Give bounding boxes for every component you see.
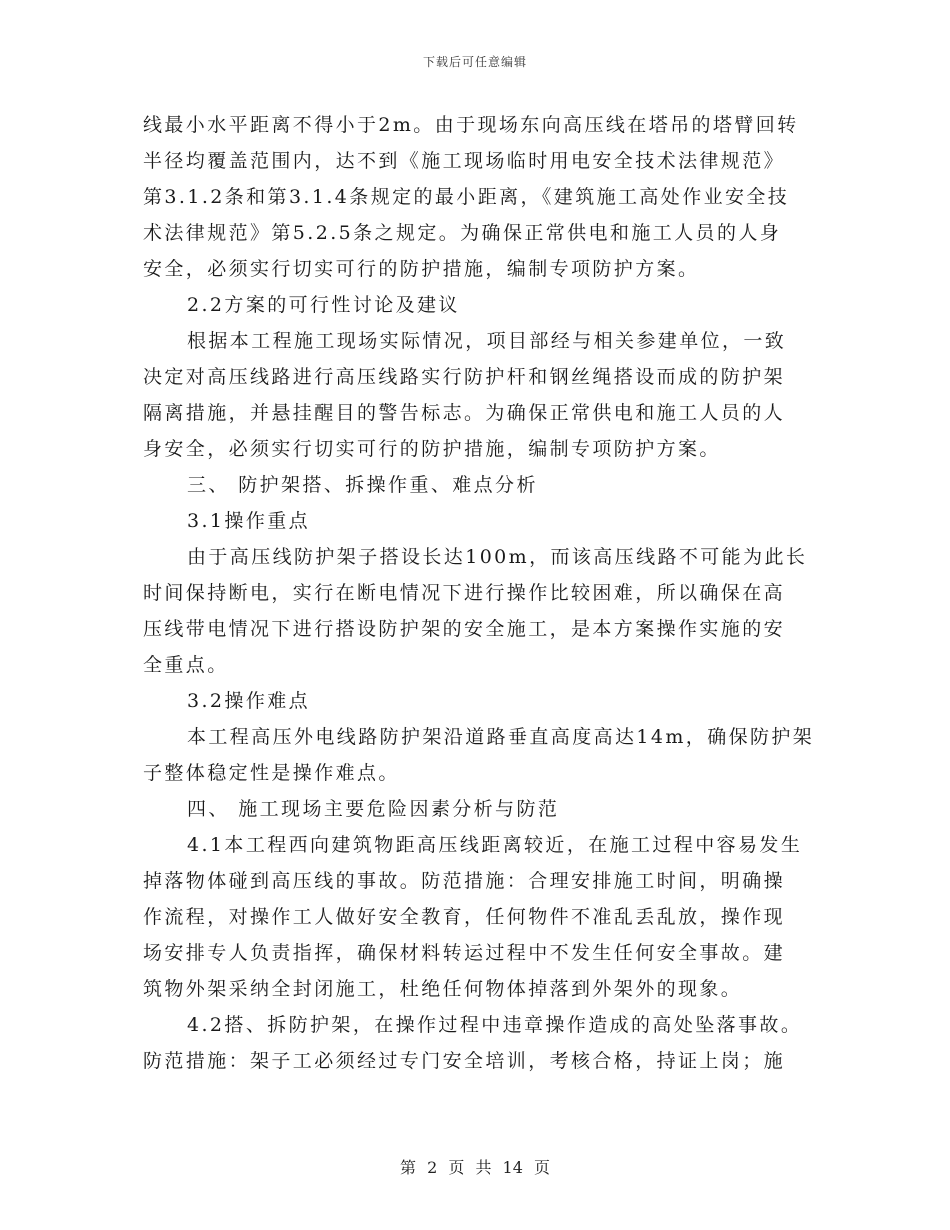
text-line: 3.1操作重点 — [187, 510, 311, 532]
text-line: 由于高压线防护架子搭设长达100m，而该高压线路不可能为此长 — [187, 546, 808, 568]
text-line: 掉落物体碰到高压线的事故。防范措施：合理安排施工时间，明确操 — [143, 870, 786, 892]
text-line: 决定对高压线路进行高压线路实行防护杆和钢丝绳搭设而成的防护架 — [143, 366, 786, 388]
text-line: 子整体稳定性是操作难点。 — [143, 762, 400, 784]
text-line: 安全，必须实行切实可行的防护措施，编制专项防护方案。 — [143, 258, 700, 280]
text-line: 2.2方案的可行性讨论及建议 — [187, 294, 460, 316]
text-line: 四、 施工现场主要危险因素分析与防范 — [187, 798, 560, 820]
text-line: 3.2操作难点 — [187, 690, 311, 712]
text-line: 第3.1.2条和第3.1.4条规定的最小距离，《建筑施工高处作业安全技 — [143, 186, 790, 208]
text-line: 4.1本工程西向建筑物距高压线距离较近，在施工过程中容易发生 — [187, 834, 803, 856]
text-line: 术法律规范》第5.2.5条之规定。为确保正常供电和施工人员的人身 — [143, 222, 782, 244]
text-line: 作流程，对操作工人做好安全教育，任何物件不准乱丢乱放，操作现 — [143, 906, 786, 928]
text-line: 根据本工程施工现场实际情况，项目部经与相关参建单位，一致 — [187, 330, 787, 352]
text-line: 线最小水平距离不得小于2m。由于现场东向高压线在塔吊的塔臂回转 — [143, 114, 799, 136]
text-line: 身安全，必须实行切实可行的防护措施，编制专项防护方案。 — [143, 438, 721, 460]
text-line: 三、 防护架搭、拆操作重、难点分析 — [187, 474, 538, 496]
text-line: 防范措施：架子工必须经过专门安全培训，考核合格，持证上岗；施 — [143, 1050, 786, 1072]
text-line: 4.2搭、拆防护架，在操作过程中违章操作造成的高处坠落事故。 — [187, 1014, 803, 1036]
text-line: 压线带电情况下进行搭设防护架的安全施工，是本方案操作实施的安 — [143, 618, 786, 640]
document-body — [143, 107, 815, 1079]
text-line: 隔离措施，并悬挂醒目的警告标志。为确保正常供电和施工人员的人 — [143, 402, 786, 424]
text-line: 本工程高压外电线路防护架沿道路垂直高度高达14m，确保防护架 — [187, 726, 815, 748]
text-line: 全重点。 — [143, 654, 229, 676]
page-number: 第 2 页 共 14 页 — [400, 1158, 550, 1177]
text-line: 时间保持断电，实行在断电情况下进行操作比较困难，所以确保在高 — [143, 582, 786, 604]
text-line: 半径均覆盖范围内，达不到《施工现场临时用电安全技术法律规范》 — [143, 150, 786, 172]
text-line: 筑物外架采纳全封闭施工，杜绝任何物体掉落到外架外的现象。 — [143, 978, 743, 1000]
text-line: 场安排专人负责指挥，确保材料转运过程中不发生任何安全事故。建 — [143, 942, 786, 964]
header-note: 下载后可任意编辑 — [422, 55, 527, 69]
